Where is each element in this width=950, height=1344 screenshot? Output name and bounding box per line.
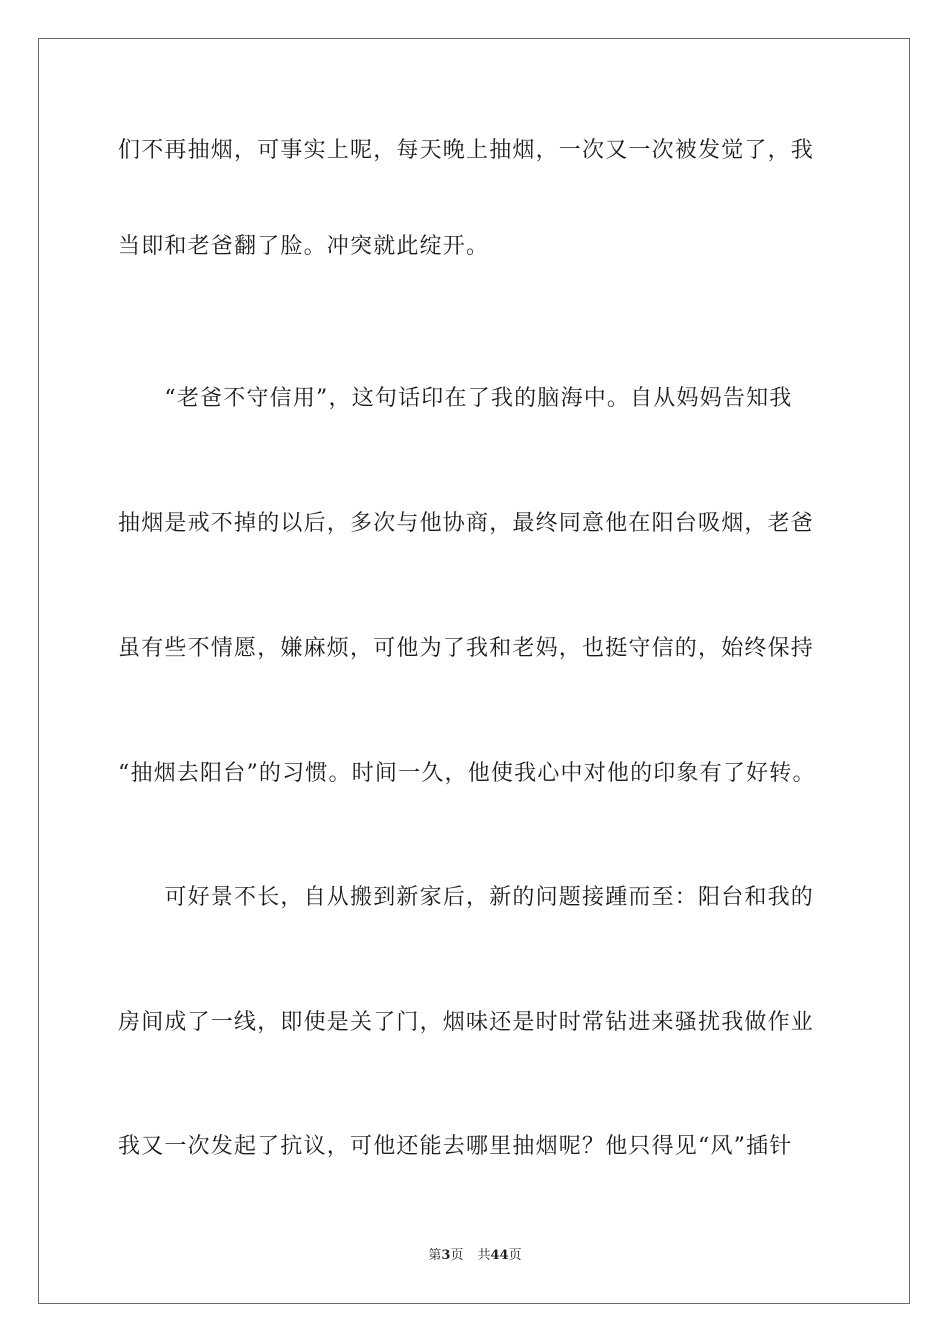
total-suffix: 页: [508, 1248, 522, 1263]
page-suffix: 页: [450, 1248, 464, 1263]
paragraph-start-line: “老爸不守信用”，这句话印在了我的脑海中。自从妈妈告知我: [118, 386, 793, 411]
body-text-line: 抽烟是戒不掉的以后，多次与他协商，最终同意他在阳台吸烟，老爸: [118, 511, 815, 536]
body-text-line: 当即和老爸翻了脸。冲突就此绽开。: [118, 234, 490, 259]
paragraph-start-line: 可好景不长，自从搬到新家后，新的问题接踵而至：阳台和我的: [118, 885, 815, 910]
page-footer: [0, 1247, 950, 1265]
body-text-line: 虽有些不情愿，嫌麻烦，可他为了我和老妈，也挺守信的，始终保持: [118, 636, 815, 661]
body-text-line: 房间成了一线，即使是关了门，烟味还是时时常钻进来骚扰我做作业: [118, 1010, 815, 1035]
page-number: 3: [441, 1248, 451, 1263]
page-prefix: 第: [428, 1248, 442, 1263]
body-text-line: 们不再抽烟，可事实上呢，每天晚上抽烟，一次又一次被发觉了，我: [118, 138, 815, 163]
body-text-line: “抽烟去阳台”的习惯。时间一久，他使我心中对他的印象有了好转。: [118, 761, 816, 786]
total-prefix: 共: [477, 1248, 491, 1263]
body-text-line: 我又一次发起了抗议，可他还能去哪里抽烟呢？他只得见“风”插针: [118, 1134, 793, 1159]
total-pages: 44: [490, 1248, 509, 1263]
page-border: [38, 38, 910, 1304]
